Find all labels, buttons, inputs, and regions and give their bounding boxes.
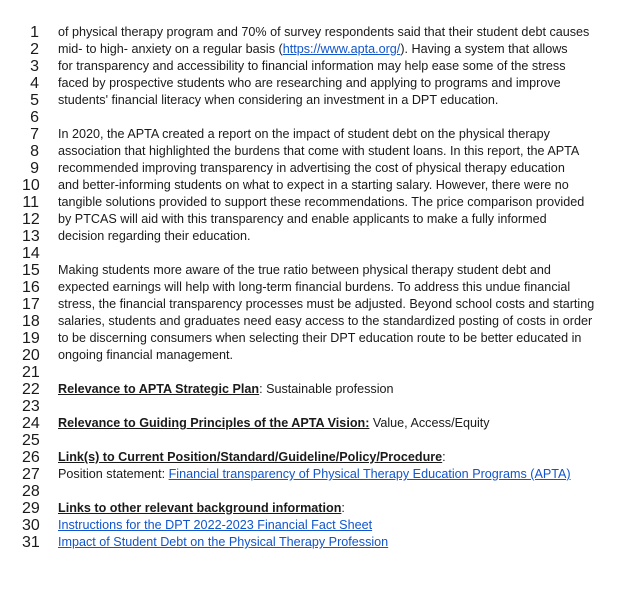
text-line: faced by prospective students who are researching and applying to programs and improve	[58, 76, 561, 90]
line-number: 25	[22, 432, 40, 449]
line-number: 27	[22, 466, 40, 483]
section-heading: Link(s) to Current Position/Standard/Guideline/Policy/Procedure	[58, 450, 443, 464]
line-number: 13	[22, 228, 40, 245]
line-number: 16	[22, 279, 40, 296]
line-number: 12	[22, 211, 40, 228]
text-line: stress, the financial transparency processes must be adjusted. Beyond school costs and starting	[58, 297, 595, 311]
section-heading: Relevance to Guiding Principles of the APTA Vision:	[58, 416, 370, 430]
links-background-heading: Links to other relevant background information:	[58, 501, 345, 515]
text-line: ongoing financial management.	[58, 348, 234, 362]
text-line: In 2020, the APTA created a report on the impact of student debt on the physical therapy	[58, 127, 550, 141]
text-line: salaries, students and graduates need easy access to the standardized posting of costs in order	[58, 314, 593, 328]
line-number: 10	[22, 177, 40, 194]
line-number: 24	[22, 415, 40, 432]
student-debt-impact-link[interactable]: Impact of Student Debt on the Physical Therapy Profession	[58, 535, 389, 549]
text-line: tangible solutions provided to support these recommendations. The price comparison provided	[58, 195, 585, 209]
line-number: 2	[30, 41, 39, 58]
text-line: and better-informing students on what to expect in a starting salary. However, there were no	[58, 178, 569, 192]
section-heading: Links to other relevant background information	[58, 501, 342, 515]
line-number: 30	[22, 517, 40, 534]
text-line: by PTCAS will aid with this transparency and enable applicants to make a fully informed	[58, 212, 547, 226]
text-line: for transparency and accessibility to financial information may help ease some of the stress	[58, 59, 566, 73]
text-line: to be discerning consumers when selecting their DPT education route to be better educated in	[58, 331, 582, 345]
line-number: 22	[22, 381, 40, 398]
line-number: 28	[22, 483, 40, 500]
links-position-heading: Link(s) to Current Position/Standard/Guideline/Policy/Procedure:	[58, 450, 446, 464]
line-number: 6	[30, 109, 39, 126]
position-statement-label: Position statement:	[58, 467, 169, 481]
line-number: 11	[22, 194, 39, 211]
line-number: 15	[22, 262, 40, 279]
text-segment: mid- to high- anxiety on a regular basis (	[58, 42, 283, 56]
text-line: association that highlighted the burdens that come with student loans. In this report, the APTA	[58, 144, 580, 158]
financial-transparency-link[interactable]: Financial transparency of Physical Therapy Education Programs (APTA)	[168, 467, 571, 481]
line-number: 7	[30, 126, 39, 143]
line-number: 4	[30, 75, 39, 92]
line-number: 1	[30, 24, 39, 41]
line-number: 26	[22, 449, 40, 466]
line-number: 3	[30, 58, 39, 75]
line-number: 19	[22, 330, 40, 347]
student-debt-impact-line	[0, 534, 630, 551]
text-line: expected earnings will help with long-term financial burdens. To address this undue financial	[58, 280, 571, 294]
text-line: of physical therapy program and 70% of survey respondents said that their student debt causes	[58, 25, 590, 39]
line-number: 23	[22, 398, 40, 415]
text-segment: ). Having a system that allows	[400, 42, 568, 56]
financial-fact-sheet-link[interactable]: Instructions for the DPT 2022-2023 Financial Fact Sheet	[58, 518, 373, 532]
line-number: 5	[30, 92, 39, 109]
line-number: 29	[22, 500, 40, 517]
relevance-vision	[0, 415, 630, 432]
line-number: 20	[22, 347, 40, 364]
text-line: students' financial literacy when considering an investment in a DPT education.	[58, 93, 499, 107]
section-value: Sustainable profession	[266, 382, 394, 396]
line-number: 18	[22, 313, 40, 330]
line-number: 31	[22, 534, 40, 551]
text-line	[58, 41, 568, 58]
position-statement-line	[0, 466, 630, 483]
section-heading: Relevance to APTA Strategic Plan	[58, 382, 260, 396]
relevance-strategic-plan: Relevance to APTA Strategic Plan: Sustainable profession	[58, 382, 394, 396]
text-line: recommended improving transparency in advertising the cost of physical therapy education	[58, 161, 565, 175]
line-number: 14	[22, 245, 40, 262]
line-number: 21	[22, 364, 40, 381]
text-line: Making students more aware of the true ratio between physical therapy student debt and	[58, 263, 551, 277]
apta-website-link[interactable]: https://www.apta.org/	[282, 42, 401, 56]
text-line: decision regarding their education.	[58, 229, 251, 243]
line-number: 17	[22, 296, 40, 313]
financial-fact-sheet-line	[0, 517, 630, 534]
line-number: 8	[30, 143, 39, 160]
line-number: 9	[30, 160, 39, 177]
section-value: Value, Access/Equity	[372, 416, 490, 430]
